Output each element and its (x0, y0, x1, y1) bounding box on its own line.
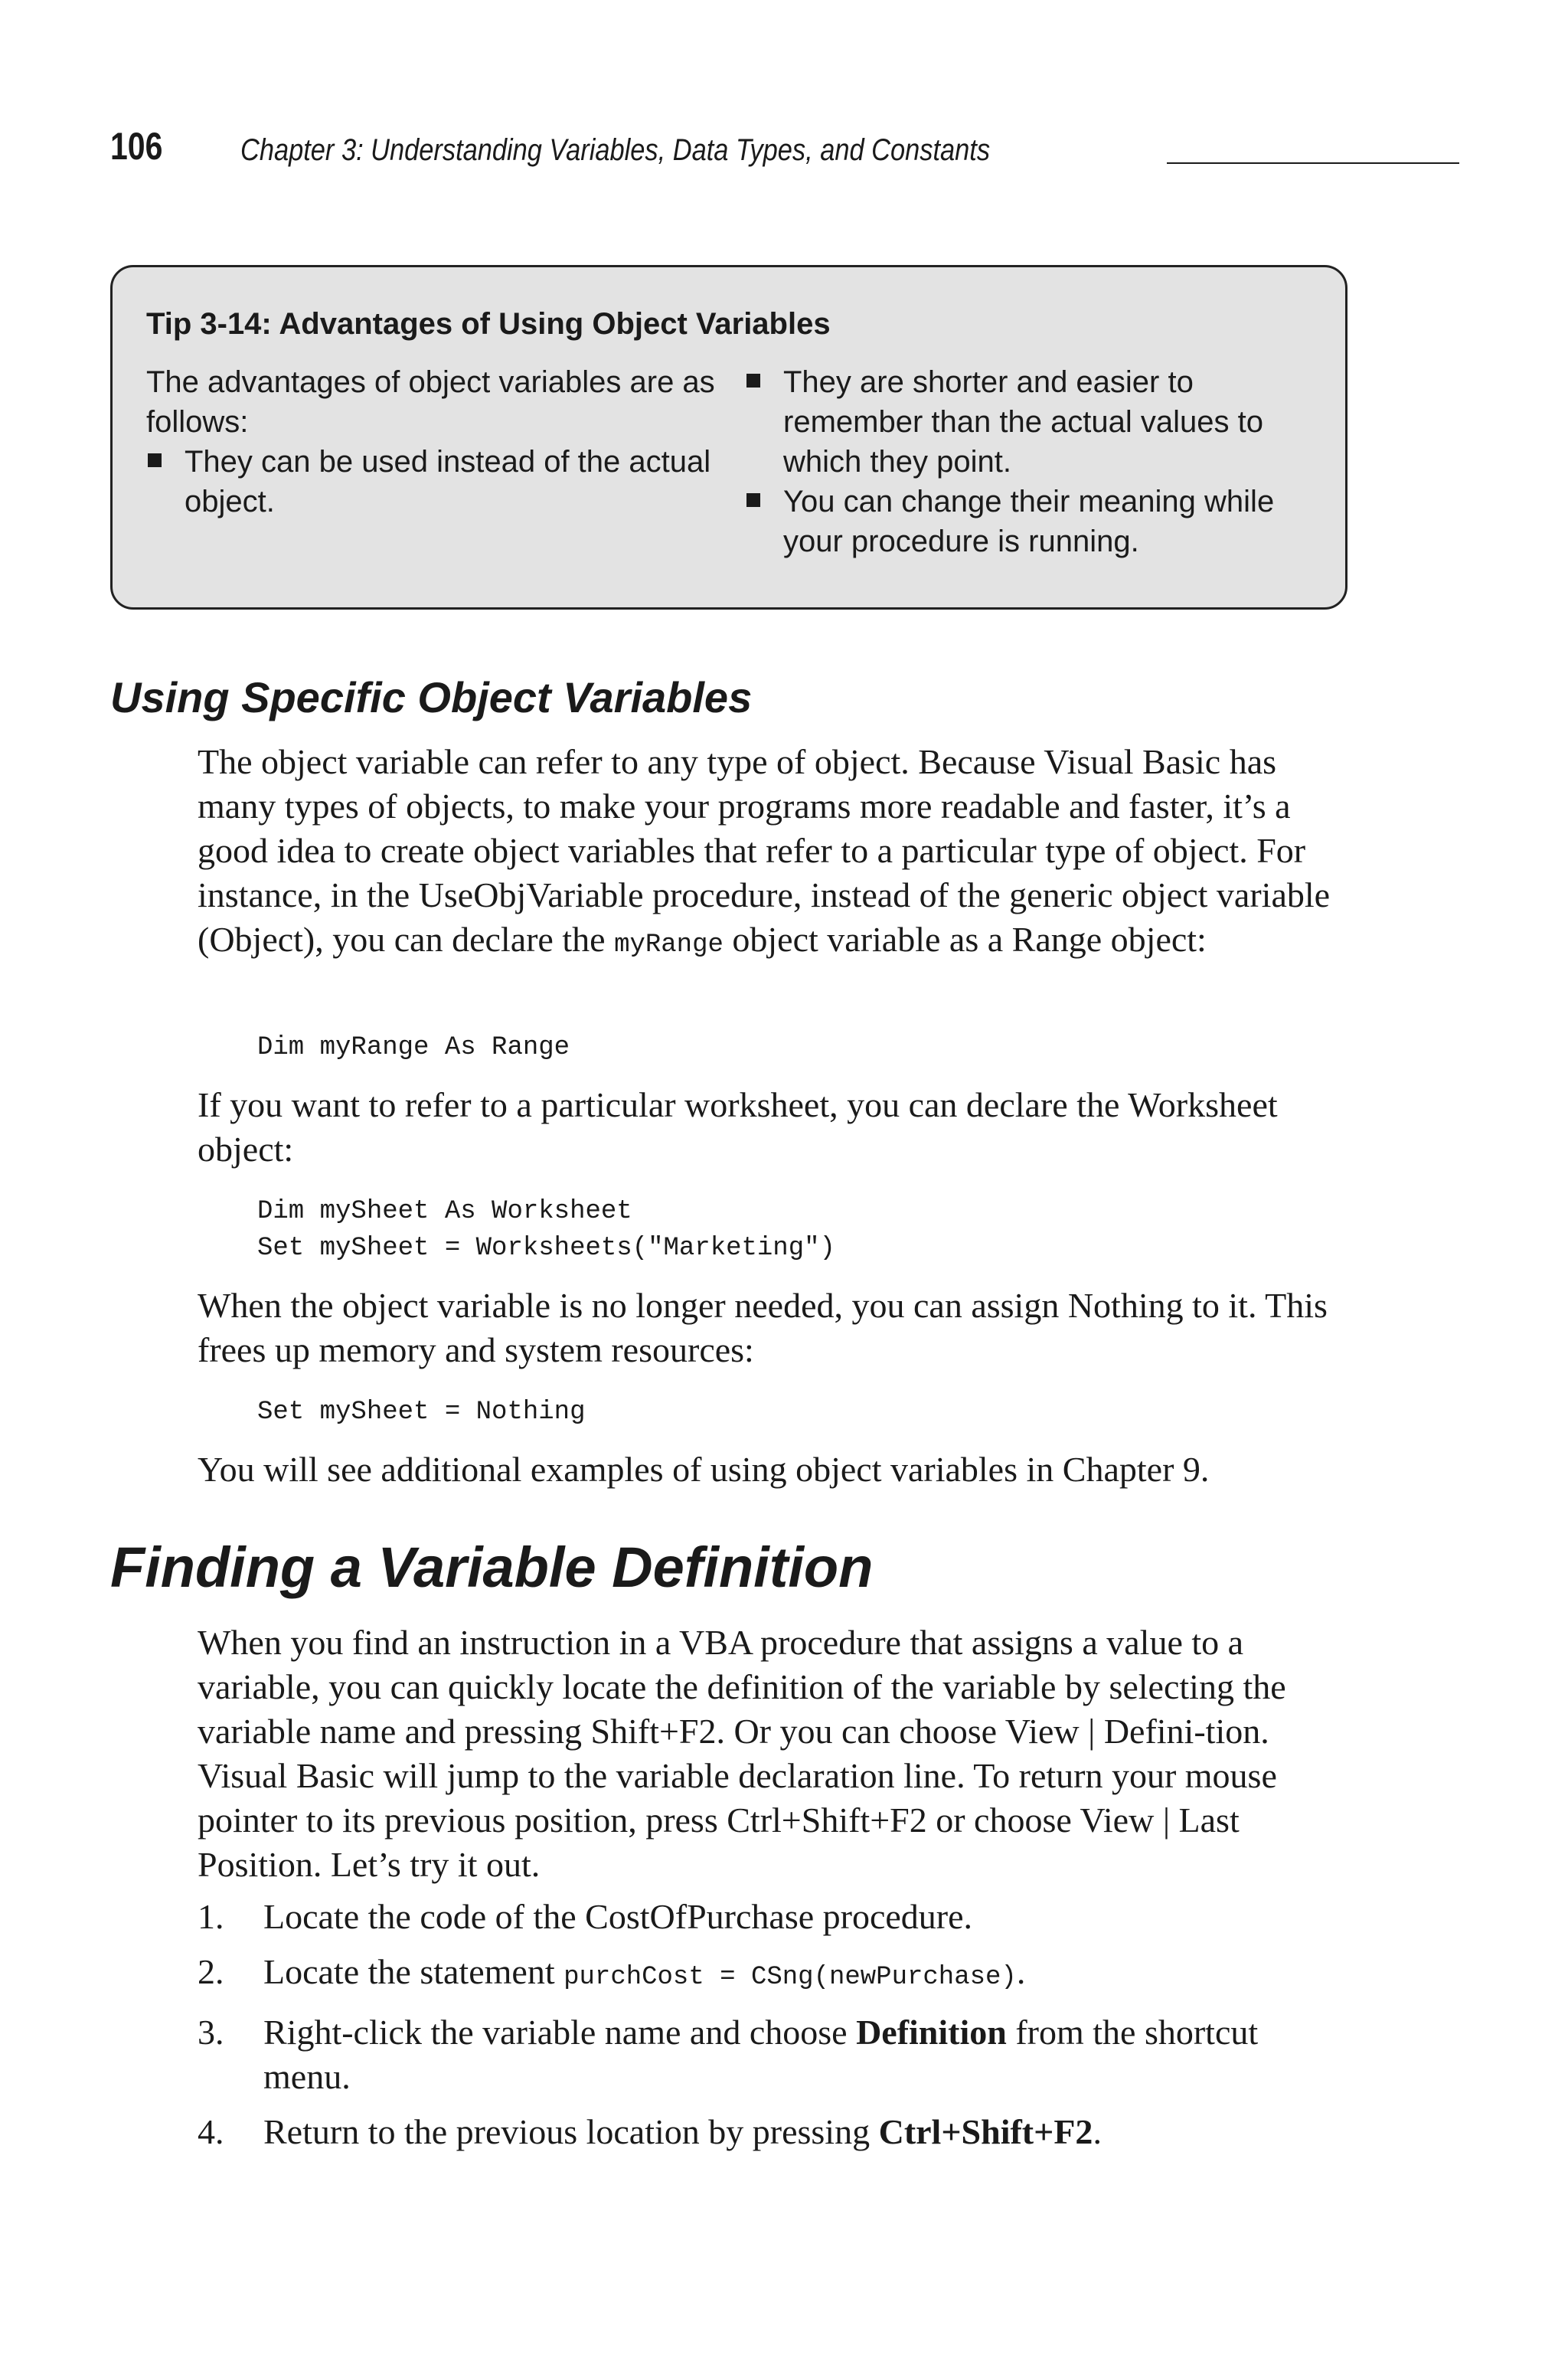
square-bullet-icon (148, 453, 162, 467)
tip-bullet-list-right (745, 362, 1327, 561)
step-number: 4. (198, 2112, 224, 2151)
tip-bullet-text: You can change their meaning while your procedure is running. (783, 485, 1275, 558)
tip-intro: The advantages of object variables are as follows: (146, 365, 715, 439)
square-bullet-icon (746, 493, 760, 507)
bold-term: Definition (856, 2013, 1007, 2052)
tip-bullet (745, 362, 1327, 482)
section-heading-object-variables: Using Specific Object Variables (110, 673, 753, 721)
list-item: 2. Locate the statement purchCost = CSng(newPurchase). (198, 1950, 1354, 2000)
step-number: 3. (198, 2013, 224, 2052)
list-item: 4. Return to the previous location by pressing Ctrl+Shift+F2. (198, 2110, 1354, 2154)
paragraph-object-variables-intro: The object variable can refer to any type of object. Because Visual Basic has many types of objects, to make your programs more readable and faster, it’s a good idea to create object variables that refer to a particular type of object. For instance, in the UseObjVariable procedure, instead of the generic object variable (Object), you can declare the myRange object variable as a Range object: (198, 742, 1331, 960)
section-heading-finding-definition: Finding a Variable Definition (110, 1535, 874, 1599)
tip-bullet-text: They are shorter and easier to remember than the actual values to which they point. (783, 365, 1264, 479)
inline-code: purchCost = CSng(newPurchase) (564, 1963, 1017, 1992)
step-number: 2. (198, 1952, 224, 1991)
tip-bullet (146, 442, 728, 522)
code-block-dim-range: Dim myRange As Range (257, 1033, 570, 1062)
step-number: 1. (198, 1897, 224, 1936)
tip-bullet-text: They can be used instead of the actual object. (185, 445, 711, 518)
running-header (110, 124, 1351, 178)
paragraph-worksheet: If you want to refer to a particular worksheet, you can declare the Worksheet object: (198, 1085, 1278, 1169)
tip-bullet-list-left (146, 442, 728, 522)
paragraph-nothing: When the object variable is no longer needed, you can assign Nothing to it. This frees up memory and system resources: (198, 1286, 1328, 1369)
header-rule (1167, 162, 1459, 164)
tip-bullet (745, 482, 1327, 561)
page-number: 106 (110, 125, 163, 168)
tip-title: Tip 3-14: Advantages of Using Object Variables (146, 307, 831, 341)
paragraph-chapter-9: You will see additional examples of using object variables in Chapter 9. (198, 1450, 1210, 1489)
steps-list (198, 1895, 1354, 2165)
chapter-title: Chapter 3: Understanding Variables, Data Types, and Constants (240, 133, 991, 167)
list-item: 3. Right-click the variable name and choose Definition from the shortcut menu. (198, 2010, 1354, 2099)
tip-right-column (745, 362, 1327, 561)
tip-left-column (146, 362, 728, 522)
step-text: Locate the code of the CostOfPurchase procedure. (263, 1897, 973, 1936)
inline-code: myRange (614, 930, 724, 960)
paragraph-finding-definition: When you find an instruction in a VBA procedure that assigns a value to a variable, you can quickly locate the definition of the variable by selecting the variable name and pressing Shift+F2. Or you can choose View | Defini-tion. Visual Basic will jump to the variable declaration line. To return your mouse pointer to its previous position, press Ctrl+Shift+F2 or choose View | Last Position. Let’s try it out. (198, 1623, 1286, 1884)
code-block-worksheet: Dim mySheet As Worksheet Set mySheet = Worksheets("Marketing") (257, 1197, 835, 1263)
bold-term: Ctrl+Shift+F2 (878, 2112, 1093, 2151)
list-item (198, 1895, 1354, 1939)
square-bullet-icon (746, 374, 760, 388)
tip-box (110, 265, 1348, 610)
code-block-set-nothing: Set mySheet = Nothing (257, 1398, 586, 1427)
